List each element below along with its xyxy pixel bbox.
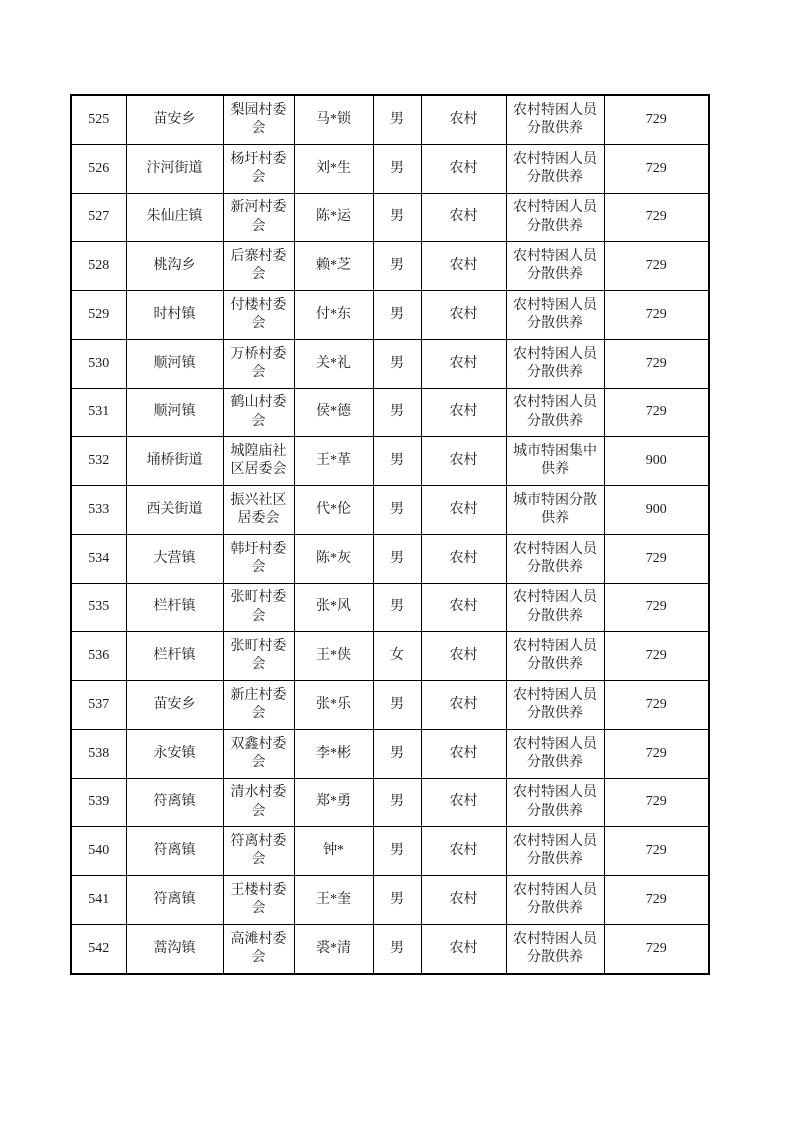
cell-area: 农村 [421,534,506,583]
cell-no: 532 [71,437,126,486]
table-row [71,144,709,193]
cell-area: 农村 [421,242,506,291]
cell-type: 农村特困人员分散供养 [506,924,604,974]
cell-village: 符离村委会 [223,827,294,876]
cell-no: 541 [71,876,126,925]
table-row [71,632,709,681]
cell-village: 后寨村委会 [223,242,294,291]
cell-type: 农村特困人员分散供养 [506,876,604,925]
cell-area: 农村 [421,291,506,340]
cell-no: 528 [71,242,126,291]
cell-type: 农村特困人员分散供养 [506,778,604,827]
cell-no: 533 [71,486,126,535]
cell-village: 张町村委会 [223,632,294,681]
table-row [71,924,709,974]
cell-area: 农村 [421,681,506,730]
cell-no: 539 [71,778,126,827]
cell-area: 农村 [421,339,506,388]
table-row [71,291,709,340]
cell-area: 农村 [421,583,506,632]
cell-name: 郑*勇 [294,778,373,827]
cell-village: 梨园村委会 [223,95,294,144]
cell-town: 时村镇 [126,291,223,340]
cell-type: 城市特困集中供养 [506,437,604,486]
cell-gender: 男 [373,193,421,242]
cell-no: 535 [71,583,126,632]
cell-village: 王楼村委会 [223,876,294,925]
cell-no: 527 [71,193,126,242]
cell-amount: 729 [604,291,709,340]
cell-gender: 男 [373,534,421,583]
cell-no: 525 [71,95,126,144]
cell-type: 农村特困人员分散供养 [506,339,604,388]
cell-amount: 729 [604,778,709,827]
cell-town: 桃沟乡 [126,242,223,291]
table-row [71,778,709,827]
cell-name: 王*革 [294,437,373,486]
cell-gender: 男 [373,95,421,144]
cell-no: 531 [71,388,126,437]
cell-area: 农村 [421,144,506,193]
cell-amount: 729 [604,339,709,388]
cell-area: 农村 [421,632,506,681]
cell-no: 536 [71,632,126,681]
cell-type: 农村特困人员分散供养 [506,681,604,730]
cell-town: 永安镇 [126,729,223,778]
cell-amount: 729 [604,729,709,778]
cell-area: 农村 [421,729,506,778]
cell-name: 李*彬 [294,729,373,778]
cell-town: 苗安乡 [126,95,223,144]
cell-village: 杨圩村委会 [223,144,294,193]
cell-no: 526 [71,144,126,193]
cell-type: 农村特困人员分散供养 [506,729,604,778]
cell-town: 汴河街道 [126,144,223,193]
table-row [71,339,709,388]
cell-amount: 729 [604,827,709,876]
cell-village: 振兴社区居委会 [223,486,294,535]
cell-name: 侯*德 [294,388,373,437]
cell-amount: 900 [604,437,709,486]
cell-town: 符离镇 [126,778,223,827]
cell-type: 农村特困人员分散供养 [506,583,604,632]
cell-gender: 男 [373,681,421,730]
cell-name: 裘*清 [294,924,373,974]
table-row [71,729,709,778]
cell-type: 农村特困人员分散供养 [506,632,604,681]
cell-no: 540 [71,827,126,876]
cell-gender: 男 [373,729,421,778]
cell-town: 朱仙庄镇 [126,193,223,242]
cell-area: 农村 [421,95,506,144]
cell-village: 鹤山村委会 [223,388,294,437]
cell-amount: 900 [604,486,709,535]
cell-gender: 男 [373,388,421,437]
cell-village: 万桥村委会 [223,339,294,388]
cell-gender: 男 [373,827,421,876]
cell-amount: 729 [604,95,709,144]
cell-town: 顺河镇 [126,339,223,388]
cell-amount: 729 [604,388,709,437]
cell-town: 蒿沟镇 [126,924,223,974]
table-body [71,95,709,974]
cell-town: 西关街道 [126,486,223,535]
cell-town: 大营镇 [126,534,223,583]
cell-name: 陈*灰 [294,534,373,583]
cell-name: 刘*生 [294,144,373,193]
cell-no: 537 [71,681,126,730]
cell-amount: 729 [604,242,709,291]
cell-no: 530 [71,339,126,388]
cell-town: 栏杆镇 [126,632,223,681]
cell-amount: 729 [604,144,709,193]
cell-gender: 男 [373,486,421,535]
cell-no: 529 [71,291,126,340]
table-row [71,437,709,486]
table-row [71,681,709,730]
cell-gender: 男 [373,437,421,486]
cell-amount: 729 [604,193,709,242]
cell-area: 农村 [421,388,506,437]
cell-name: 陈*运 [294,193,373,242]
cell-village: 城隍庙社区居委会 [223,437,294,486]
cell-no: 542 [71,924,126,974]
cell-name: 马*锁 [294,95,373,144]
cell-area: 农村 [421,827,506,876]
cell-type: 城市特困分散供养 [506,486,604,535]
cell-amount: 729 [604,924,709,974]
table-row [71,534,709,583]
cell-amount: 729 [604,583,709,632]
table-row [71,486,709,535]
cell-name: 张*乐 [294,681,373,730]
cell-amount: 729 [604,534,709,583]
cell-type: 农村特困人员分散供养 [506,144,604,193]
cell-amount: 729 [604,632,709,681]
table-row [71,827,709,876]
cell-gender: 男 [373,583,421,632]
cell-village: 高滩村委会 [223,924,294,974]
cell-village: 张町村委会 [223,583,294,632]
cell-village: 韩圩村委会 [223,534,294,583]
cell-gender: 男 [373,291,421,340]
cell-type: 农村特困人员分散供养 [506,95,604,144]
cell-type: 农村特困人员分散供养 [506,827,604,876]
cell-name: 王*侠 [294,632,373,681]
cell-type: 农村特困人员分散供养 [506,242,604,291]
cell-gender: 男 [373,924,421,974]
cell-amount: 729 [604,681,709,730]
cell-gender: 男 [373,144,421,193]
welfare-recipients-table [70,94,710,975]
cell-area: 农村 [421,924,506,974]
cell-town: 符离镇 [126,876,223,925]
cell-type: 农村特困人员分散供养 [506,534,604,583]
cell-village: 付楼村委会 [223,291,294,340]
cell-area: 农村 [421,193,506,242]
cell-town: 栏杆镇 [126,583,223,632]
cell-village: 新河村委会 [223,193,294,242]
cell-gender: 男 [373,242,421,291]
cell-gender: 男 [373,778,421,827]
cell-gender: 女 [373,632,421,681]
cell-name: 关*礼 [294,339,373,388]
cell-town: 苗安乡 [126,681,223,730]
cell-area: 农村 [421,437,506,486]
cell-name: 王*奎 [294,876,373,925]
cell-town: 符离镇 [126,827,223,876]
cell-type: 农村特困人员分散供养 [506,291,604,340]
cell-area: 农村 [421,876,506,925]
cell-village: 清水村委会 [223,778,294,827]
cell-town: 埇桥街道 [126,437,223,486]
table-row [71,583,709,632]
cell-type: 农村特困人员分散供养 [506,193,604,242]
cell-gender: 男 [373,876,421,925]
cell-type: 农村特困人员分散供养 [506,388,604,437]
cell-area: 农村 [421,486,506,535]
table-row [71,388,709,437]
cell-village: 双鑫村委会 [223,729,294,778]
cell-amount: 729 [604,876,709,925]
table-row [71,95,709,144]
cell-village: 新庄村委会 [223,681,294,730]
cell-name: 钟* [294,827,373,876]
cell-gender: 男 [373,339,421,388]
table-row [71,193,709,242]
table-row [71,876,709,925]
cell-area: 农村 [421,778,506,827]
cell-name: 赖*芝 [294,242,373,291]
cell-name: 张*风 [294,583,373,632]
cell-no: 534 [71,534,126,583]
table-row [71,242,709,291]
cell-name: 付*东 [294,291,373,340]
cell-town: 顺河镇 [126,388,223,437]
cell-no: 538 [71,729,126,778]
cell-name: 代*伦 [294,486,373,535]
